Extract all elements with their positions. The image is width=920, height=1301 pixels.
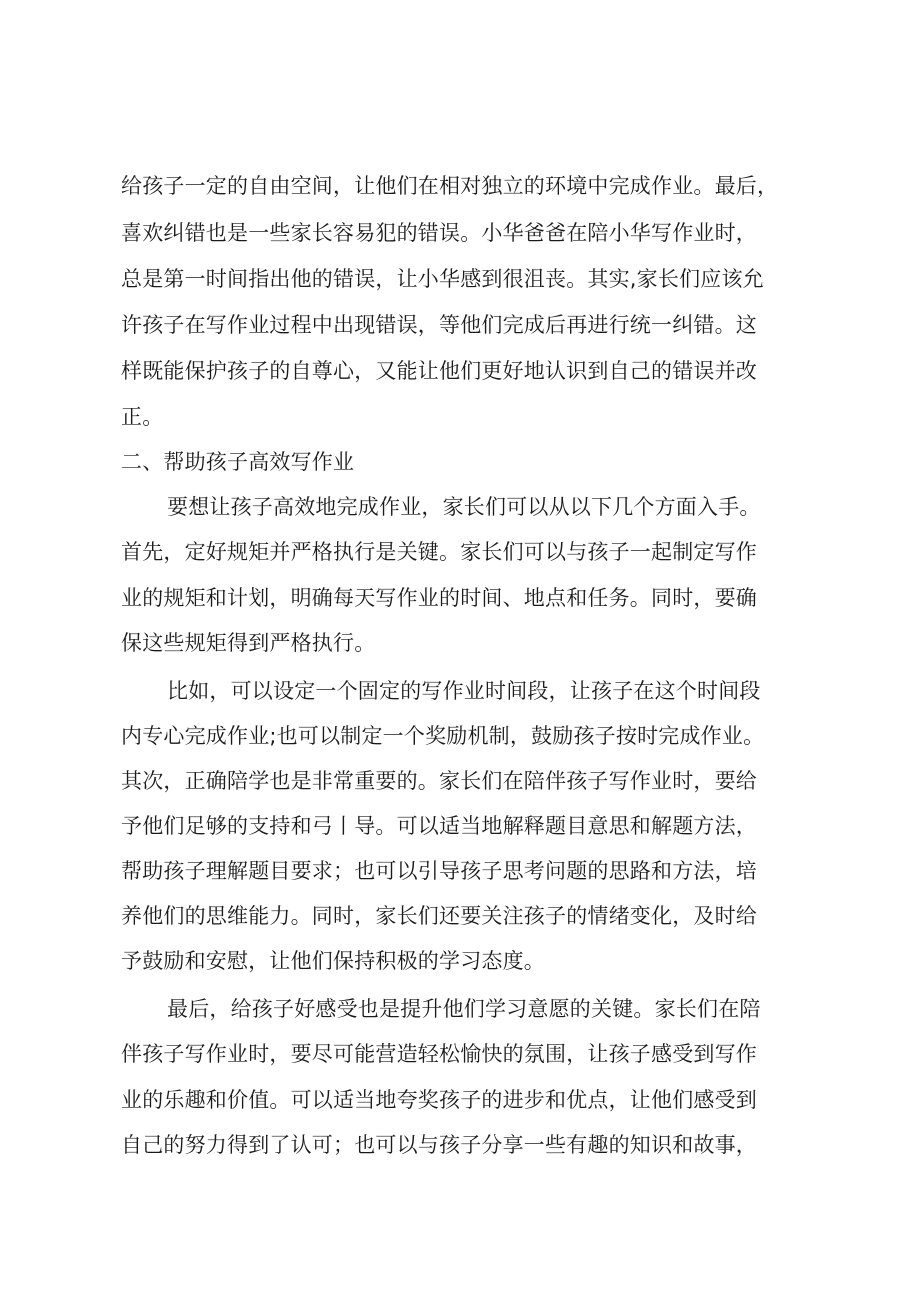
text-line: 业的乐趣和价值。可以适当地夸奖孩子的进步和优点，让他们感受到 <box>121 1088 757 1112</box>
text-line: 最后，给孩子好感受也是提升他们学习意愿的关键。家长们在陪 <box>167 997 761 1021</box>
text-line: 样既能保护孩子的自尊心，又能让他们更好地认识到自己的错误并改 <box>121 359 757 383</box>
text-line: 喜欢纠错也是一些家长容易犯的错误。小华爸爸在陪小华写作业时， <box>121 221 757 245</box>
text-line: 保这些规矩得到严格执行。 <box>121 631 376 655</box>
text-line: 伴孩子写作业时，要尽可能营造轻松愉快的氛围，让孩子感受到写作 <box>121 1042 757 1066</box>
text-line: 内专心完成作业;也可以制定一个奖励机制，鼓励孩子按时完成作业。 <box>121 724 765 748</box>
text-line: 许孩子在写作业过程中出现错误，等他们完成后再进行统一纠错。这 <box>121 313 757 337</box>
text-line: 给孩子一定的自由空间，让他们在相对独立的环境中完成作业。最后， <box>121 174 779 198</box>
text-line: 自己的努力得到了认可；也可以与孩子分享一些有趣的知识和故事， <box>121 1133 757 1157</box>
text-line: 其次，正确陪学也是非常重要的。家长们在陪伴孩子写作业时，要给 <box>121 769 757 793</box>
text-line: 正。 <box>121 405 164 429</box>
text-line: 予他们足够的支持和弓丨导。可以适当地解释题目意思和解题方法， <box>121 814 757 838</box>
text-line: 养他们的思维能力。同时，家长们还要关注孩子的情绪变化，及时给 <box>121 904 757 928</box>
text-line: 业的规矩和计划，明确每天写作业的时间、地点和任务。同时，要确 <box>121 586 757 610</box>
text-line: 首先，定好规矩并严格执行是关键。家长们可以与孩子一起制定写作 <box>121 540 757 564</box>
text-line: 总是第一时间指出他的错误，让小华感到很沮丧。其实,家长们应该允 <box>121 267 764 291</box>
text-line: 比如，可以设定一个固定的写作业时间段，让孩子在这个时间段 <box>167 679 761 703</box>
text-line: 要想让孩子高效地完成作业，家长们可以从以下几个方面入手。 <box>167 495 761 519</box>
section-heading: 二、帮助孩子高效写作业 <box>121 450 355 474</box>
text-line: 予鼓励和安慰，让他们保持积极的学习态度。 <box>121 949 545 973</box>
text-line: 帮助孩子理解题目要求；也可以引导孩子思考问题的思路和方法，培 <box>121 859 757 883</box>
